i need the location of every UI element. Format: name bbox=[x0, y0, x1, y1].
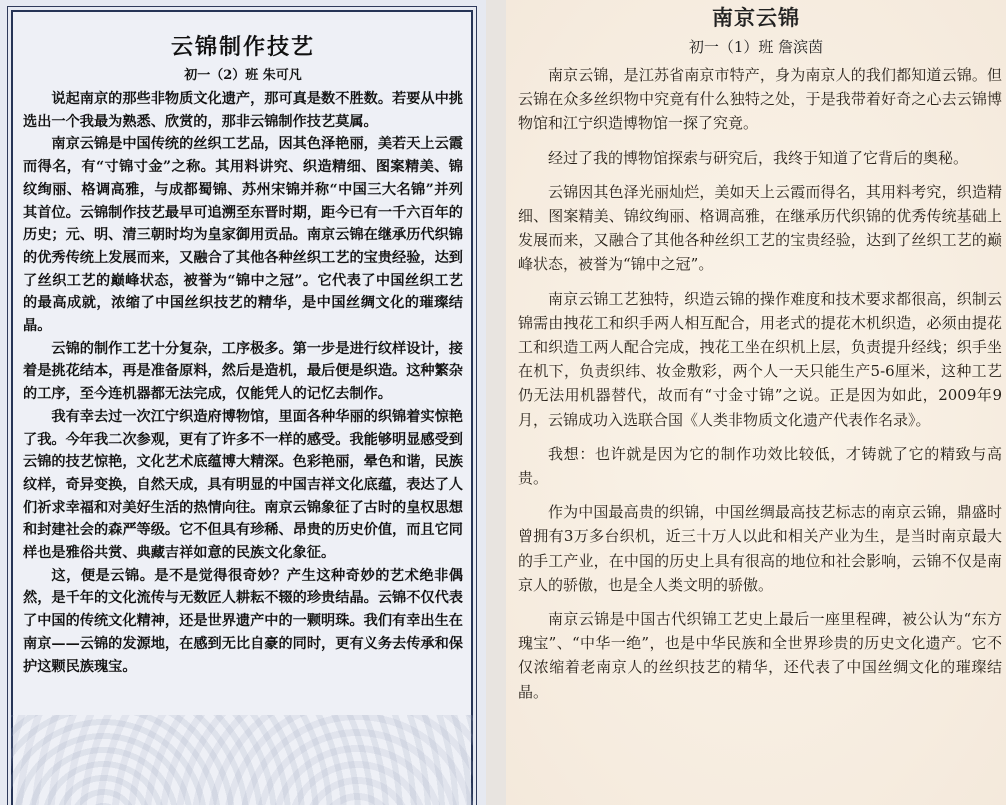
paragraph: 南京云锦是中国传统的丝织工艺品，因其色泽艳丽，美若天上云霞而得名，有“寸锦寸金”之称。其用料讲究、织造精细、图案精美、锦纹绚丽、格调高雅，与成都蜀锦、苏州宋锦并称“中国三大名锦”并列其首位。云锦制作技艺最早可追溯至东晋时期，距今已有一千六百年的历史；元、明、清三朝时均为皇家御用贡品。南京云锦在继承历代织锦的优秀传统上发展而来，又融合了其他各种丝织工艺的宝贵经验，达到了丝织工艺的巅峰状态，被誉为“锦中之冠”。它代表了中国丝织工艺的最高成就，浓缩了中国丝织技艺的精华，是中国丝绸文化的璀璨结晶。 bbox=[23, 136, 463, 335]
paragraph: 说起南京的那些非物质文化遗产，那可真是数不胜数。若要从中挑选出一个我最为熟悉、欣赏的，那非云锦制作技艺莫属。 bbox=[23, 91, 463, 130]
article-title: 南京云锦 bbox=[712, 5, 800, 30]
wave-pattern-decoration bbox=[11, 715, 473, 805]
paragraph: 南京云锦，是江苏省南京市特产，身为南京人的我们都知道云锦。但云锦在众多丝织物中究竟有什么独特之处，于是我带着好奇之心去云锦博物馆和江宁织造博物馆一探了究竟。 bbox=[518, 66, 1002, 133]
paragraph: 云锦的制作工艺十分复杂，工序极多。第一步是进行纹样设计，接着是挑花结本，再是准备原料，然后是造机，最后便是织造。这种繁杂的工序，至今连机器都无法完成，仅能凭人的记忆去制作。 bbox=[23, 340, 463, 403]
article-left bbox=[0, 0, 486, 805]
paragraph: 云锦因其色泽光丽灿烂，美如天上云霞而得名，其用料考究，织造精细、图案精美、锦纹绚丽、格调高雅，在继承历代织锦的优秀传统基础上发展而来，又融合了其他各种丝织工艺的宝贵经验，达到了丝织工艺的巅峰状态，被誉为“锦中之冠”。 bbox=[518, 182, 1002, 274]
article-title: 云锦制作技艺 bbox=[170, 34, 315, 60]
article-body bbox=[23, 88, 463, 678]
article-right bbox=[506, 0, 1006, 805]
paragraph: 南京云锦是中国古代织锦工艺史上最后一座里程碑，被公认为“东方瑰宝”、“中华一绝”，也是中华民族和全世界珍贵的历史文化遗产。它不仅浓缩着老南京人的丝织技艺的精华，还代表了中国丝绸文化的璀璨结晶。 bbox=[518, 610, 1002, 701]
paragraph: 作为中国最高贵的织锦，中国丝绸最高技艺标志的南京云锦，鼎盛时曾拥有3万多台织机，近三十万人以此和相关产业为生，是当时南京最大的手工产业，在中国的历史上具有很高的地位和社会影响，云锦不仅是南京人的骄傲，也是全人类文明的骄傲。 bbox=[518, 503, 1002, 594]
article-body bbox=[518, 63, 1002, 714]
paragraph: 我有幸去过一次江宁织造府博物馆，里面各种华丽的织锦着实惊艳了我。今年我二次参观，更有了许多不一样的感受。我能够明显感受到云锦的技艺惊艳，文化艺术底蕴博大精深。色彩艳丽，晕色和谐，民族纹样，奇异变换，自然天成，具有明显的中国吉祥文化底蕴，表达了人们祈求幸福和对美好生活的热情向往。南京云锦象征了古时的皇权思想和封建社会的森严等级。它不但具有珍稀、昂贵的历史价值，而且它同样也是雅俗共赏、典藏吉祥如意的民族文化象征。 bbox=[23, 408, 463, 562]
paragraph: 经过了我的博物馆探索与研究后，我终于知道了它背后的奥秘。 bbox=[548, 148, 969, 167]
author-byline: 初一（2）班 朱可凡 bbox=[184, 68, 302, 83]
paragraph: 我想：也许就是因为它的制作功效比较低，才铸就了它的精致与高贵。 bbox=[518, 444, 1002, 488]
paragraph: 这，便是云锦。是不是觉得很奇妙？产生这种奇妙的艺术绝非偶然，是千年的文化流传与无数匠人耕耘不辍的珍贵结晶。云锦不仅代表了中国的传统文化精神，还是世界遗产中的一颗明珠。我们有幸出生在南京——云锦的发源地，在感到无比自豪的同时，更有义务去传承和保护这颗民族瑰宝。 bbox=[23, 567, 463, 675]
author-byline: 初一（1）班 詹滨茵 bbox=[688, 38, 824, 56]
paragraph: 南京云锦工艺独特，织造云锦的操作难度和技术要求都很高，织制云锦需由拽花工和织手两人相互配合，用老式的提花木机织造，必须由提花工和织造工两人配合完成，拽花工坐在织机上层，负责提升经线；织手坐在机下，负责织纬、妆金敷彩，两个人一天只能生产5-6厘米，这种工艺仍无法用机器替代，故而有“寸金寸锦”之说。正是因为如此，2009年9月，云锦成功入选联合国《人类非物质文化遗产代表作名录》。 bbox=[518, 289, 1002, 429]
